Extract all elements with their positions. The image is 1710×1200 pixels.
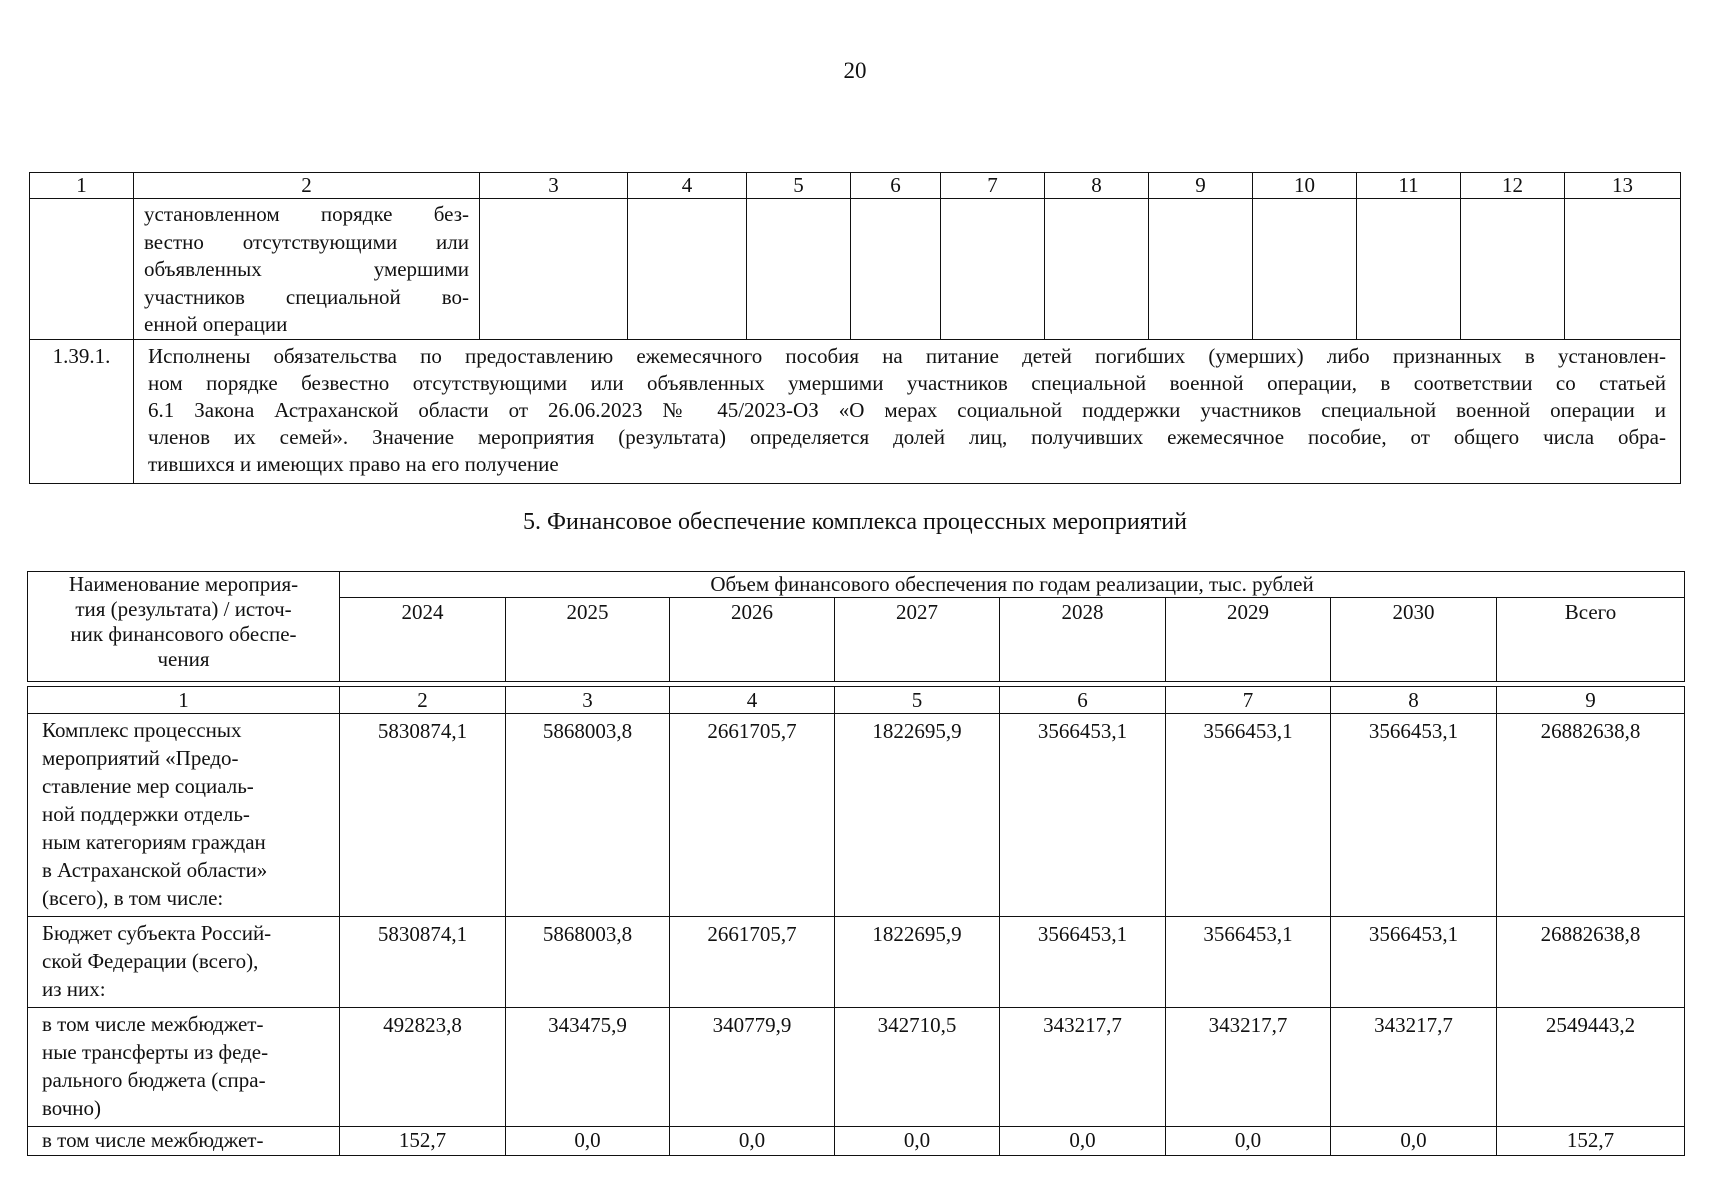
total-value-cell: 152,7 [1497, 1127, 1685, 1156]
empty-cell [1045, 199, 1149, 340]
table1-col-header: 2 [134, 173, 480, 199]
text-line: тившихся и имеющих право на его получение [148, 452, 559, 476]
row-name-line: из них: [42, 977, 106, 1001]
value-cell: 492823,8 [340, 1008, 506, 1127]
text-line: членов их семей». Значение мероприятия (результата) определяется долей лиц, получивших ежемесячное пособие, от общего числа обра- [148, 425, 1666, 449]
text-line: 6.1 Закона Астраханской области от 26.06.2023 № 45/2023-ОЗ «О мерах социальной поддержки участников специальной военной операции и [148, 398, 1666, 422]
table1-col-header: 10 [1253, 173, 1357, 199]
empty-cell [30, 199, 134, 340]
table-row [28, 1008, 1685, 1127]
value-cell: 2661705,7 [670, 714, 835, 917]
value-cell: 152,7 [340, 1127, 506, 1156]
value-cell: 0,0 [1331, 1127, 1497, 1156]
empty-cell [628, 199, 747, 340]
value-cell: 342710,5 [835, 1008, 1000, 1127]
column-index: 5 [835, 687, 1000, 714]
empty-cell [1565, 199, 1681, 340]
row-name-line: вочно) [42, 1096, 102, 1120]
text-line: вестно отсутствующими или [144, 229, 469, 254]
text-line: установленном порядке без- [144, 202, 469, 226]
table1-col-header: 8 [1045, 173, 1149, 199]
year-header: 2029 [1166, 598, 1331, 682]
value-cell: 0,0 [835, 1127, 1000, 1156]
value-cell: 343217,7 [1000, 1008, 1166, 1127]
year-header: 2025 [506, 598, 670, 682]
row-name-line: Бюджет субъекта Россий- [42, 921, 272, 945]
total-value-cell: 2549443,2 [1497, 1008, 1685, 1127]
indicators-table-continuation [29, 172, 1681, 484]
value-cell: 3566453,1 [1000, 917, 1166, 1008]
row-name-cell [28, 714, 340, 917]
value-cell: 343217,7 [1166, 1008, 1331, 1127]
name-column-header [28, 572, 340, 682]
table-row [28, 1127, 1685, 1156]
table1-col-header: 5 [747, 173, 851, 199]
table1-col-header: 12 [1461, 173, 1565, 199]
table1-col-header: 13 [1565, 173, 1681, 199]
year-header: 2030 [1331, 598, 1497, 682]
row-name-line: мероприятий «Предо- [42, 746, 239, 770]
header-line: чения [157, 647, 210, 671]
column-index: 3 [506, 687, 670, 714]
row-name-line: рального бюджета (спра- [42, 1068, 266, 1092]
table1-col-header: 1 [30, 173, 134, 199]
header-line: тия (результата) / источ- [75, 597, 292, 621]
empty-cell [1357, 199, 1461, 340]
table-row [28, 714, 1685, 917]
empty-cell [747, 199, 851, 340]
value-cell: 5830874,1 [340, 714, 506, 917]
table1-col-header: 9 [1149, 173, 1253, 199]
row-name-line: в том числе межбюджет- [42, 1128, 264, 1152]
table1-col-header: 11 [1357, 173, 1461, 199]
table-row [30, 340, 1681, 484]
row-name-line: Комплекс процессных [42, 718, 242, 742]
value-cell: 5830874,1 [340, 917, 506, 1008]
table-row [28, 917, 1685, 1008]
header-line: Наименование мероприя- [68, 572, 299, 596]
value-cell: 0,0 [670, 1127, 835, 1156]
row-name-line: ные трансферты из феде- [42, 1040, 269, 1064]
empty-cell [941, 199, 1045, 340]
value-cell: 3566453,1 [1166, 714, 1331, 917]
value-cell: 1822695,9 [835, 714, 1000, 917]
value-cell: 3566453,1 [1331, 917, 1497, 1008]
value-cell: 0,0 [506, 1127, 670, 1156]
total-header: Всего [1497, 598, 1685, 682]
row-name-line: ной поддержки отдель- [42, 802, 250, 826]
table1-col-header: 3 [480, 173, 628, 199]
column-index: 4 [670, 687, 835, 714]
empty-cell [480, 199, 628, 340]
row-name-line: ской Федерации (всего), [42, 949, 259, 973]
column-index: 1 [28, 687, 340, 714]
value-cell: 343217,7 [1331, 1008, 1497, 1127]
empty-cell [851, 199, 941, 340]
table-row [30, 199, 1681, 340]
item-number: 1.39.1. [30, 340, 134, 484]
row-name-line: (всего), в том числе: [42, 886, 224, 910]
text-line: енной операции [144, 312, 288, 336]
table1-col-header: 6 [851, 173, 941, 199]
table1-header-row [30, 173, 1681, 199]
row-name-cell [28, 1008, 340, 1127]
year-header: 2024 [340, 598, 506, 682]
value-cell: 340779,9 [670, 1008, 835, 1127]
value-cell: 3566453,1 [1166, 917, 1331, 1008]
section-title: 5. Финансовое обеспечение комплекса процессных мероприятий [523, 509, 1187, 535]
table1-col-header: 7 [941, 173, 1045, 199]
column-index: 6 [1000, 687, 1166, 714]
total-value-cell: 26882638,8 [1497, 917, 1685, 1008]
item-description-cell [134, 340, 1681, 484]
value-cell: 3566453,1 [1331, 714, 1497, 917]
row-name-line: в том числе межбюджет- [42, 1012, 264, 1036]
empty-cell [1253, 199, 1357, 340]
text-line: объявленных умершими [144, 257, 469, 281]
value-cell: 3566453,1 [1000, 714, 1166, 917]
page-number: 20 [843, 58, 867, 83]
table1-col-header: 4 [628, 173, 747, 199]
value-cell: 1822695,9 [835, 917, 1000, 1008]
total-value-cell: 26882638,8 [1497, 714, 1685, 917]
value-cell: 2661705,7 [670, 917, 835, 1008]
row-name-line: в Астраханской области» [42, 858, 268, 882]
row-name-cell [28, 1127, 340, 1156]
value-cell: 5868003,8 [506, 714, 670, 917]
value-cell: 343475,9 [506, 1008, 670, 1127]
table2-header-row [28, 572, 1685, 598]
year-header: 2026 [670, 598, 835, 682]
column-index: 2 [340, 687, 506, 714]
financing-span-header: Объем финансового обеспечения по годам реализации, тыс. рублей [340, 572, 1685, 598]
row-name-line: ным категориям граждан [42, 830, 266, 854]
empty-cell [1149, 199, 1253, 340]
value-cell: 5868003,8 [506, 917, 670, 1008]
row-name-line: ставление мер социаль- [42, 774, 254, 798]
header-line: ник финансового обеспе- [70, 622, 297, 646]
text-line: участников специальной во- [144, 284, 469, 309]
year-header: 2028 [1000, 598, 1166, 682]
value-cell: 0,0 [1000, 1127, 1166, 1156]
column-index-row [28, 687, 1685, 714]
row-name-cell [28, 917, 340, 1008]
column-index: 8 [1331, 687, 1497, 714]
text-line: Исполнены обязательства по предоставлению ежемесячного пособия на питание детей погибших (умерших) либо признанных в установлен- [148, 344, 1666, 368]
empty-cell [1461, 199, 1565, 340]
financing-table [27, 571, 1685, 1156]
column-index: 9 [1497, 687, 1685, 714]
year-header: 2027 [835, 598, 1000, 682]
text-line: ном порядке безвестно отсутствующими или объявленных умершими участников специальной военной операции, в соответствии со статьей [148, 371, 1666, 395]
continuation-text-cell [134, 199, 480, 340]
column-index: 7 [1166, 687, 1331, 714]
value-cell: 0,0 [1166, 1127, 1331, 1156]
